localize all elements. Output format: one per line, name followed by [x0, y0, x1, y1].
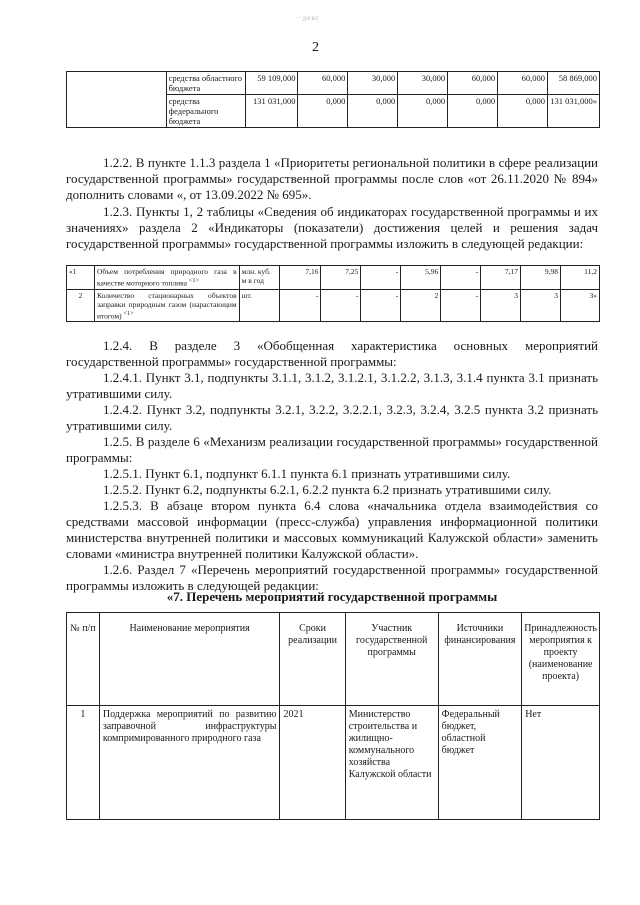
measure-sources: Федеральный бюджет, областной бюджет — [438, 706, 522, 820]
column-header: Участник государственной программы — [345, 613, 438, 706]
value-cell: 131 031,000» — [547, 95, 599, 128]
column-header: Принадлежность мероприятия к проекту (наименование проекта) — [522, 613, 600, 706]
value-cell: 60,000 — [298, 72, 348, 95]
table-header-row — [67, 613, 600, 706]
unit-cell: млн. куб. м в год — [239, 266, 279, 290]
measure-participant: Министерство строительства и жилищно-коммунального хозяйства Калужской области — [345, 706, 438, 820]
value-cell: 30,000 — [348, 72, 398, 95]
paragraph-1-2-6: 1.2.6. Раздел 7 «Перечень мероприятий государственной программы» государственной программы изложить в следующей редакции: — [66, 562, 598, 593]
indicators-table — [66, 265, 600, 322]
column-header: Источники финансирования — [438, 613, 522, 706]
paragraph-1-2-5-2: 1.2.5.2. Пункт 6.2, подпункты 6.2.1, 6.2.2 пункта 6.2 признать утратившими силу. — [103, 482, 552, 497]
value-cell: 9,98 — [521, 266, 561, 290]
source-label: средства федерального бюджета — [166, 95, 246, 128]
paragraph-1-2-3: 1.2.3. Пункты 1, 2 таблицы «Сведения об индикаторах государственной программы и их значениях» раздела 2 «Индикаторы (показатели) достижения целей и решения задач государственной программы» государственной программы изложить в следующей редакции: — [66, 204, 598, 251]
value-cell: 7,17 — [481, 266, 521, 290]
value-cell: 3» — [560, 289, 599, 322]
page-number: 2 — [312, 40, 319, 55]
paragraph-1-2-5: 1.2.5. В разделе 6 «Механизм реализации государственной программы» государственной программы: — [66, 434, 598, 465]
row-number: 1 — [67, 706, 100, 820]
value-cell: 131 031,000 — [246, 95, 298, 128]
value-cell: 0,000 — [448, 95, 498, 128]
table-row — [67, 289, 600, 322]
table-row — [67, 266, 600, 290]
measure-project: Нет — [522, 706, 600, 820]
value-cell: 2 — [401, 289, 441, 322]
value-cell: 30,000 — [398, 72, 448, 95]
paragraph-1-2-5-3: 1.2.5.3. В абзаце втором пункта 6.4 слова «начальника отдела взаимодействия со средствами массовой информации (пресс-служба) управления информационной политики министерства внутренней политики и массовых коммуникаций Калужской области» заменить словами «министра внутренней политики Калужской области». — [66, 498, 598, 561]
unit-cell: шт. — [239, 289, 279, 322]
paragraph-1-2-4: 1.2.4. В разделе 3 «Обобщенная характеристика основных мероприятий государственной программы» государственной программы: — [66, 338, 598, 369]
value-cell: - — [321, 289, 361, 322]
paragraph-1-2-4-1: 1.2.4.1. Пункт 3.1, подпункты 3.1.1, 3.1.2, 3.1.2.1, 3.1.2.2, 3.1.3, 3.1.4 пункта 3.1 признать утратившими силу. — [66, 370, 598, 401]
value-cell: 59 109,000 — [246, 72, 298, 95]
value-cell: 0,000 — [498, 95, 548, 128]
paragraph-1-2-4-2: 1.2.4.2. Пункт 3.2, подпункты 3.2.1, 3.2.2, 3.2.2.1, 3.2.3, 3.2.4, 3.2.5 пункта 3.2 признать утратившими силу. — [66, 402, 598, 433]
value-cell: - — [441, 289, 481, 322]
value-cell: 7,16 — [279, 266, 321, 290]
column-header: Сроки реализации — [280, 613, 345, 706]
value-cell: 11,2 — [560, 266, 599, 290]
value-cell: - — [441, 266, 481, 290]
measure-period: 2021 — [280, 706, 345, 820]
table-row — [67, 72, 600, 95]
measures-table — [66, 612, 600, 820]
value-cell: 58 869,000 — [547, 72, 599, 95]
table-row — [67, 706, 600, 820]
value-cell: 0,000 — [398, 95, 448, 128]
value-cell: 5,96 — [401, 266, 441, 290]
value-cell: 60,000 — [498, 72, 548, 95]
value-cell: - — [279, 289, 321, 322]
indicator-name: Количество стационарных объектов заправки природным газом (нарастающим итогом) $^{<1>}$ — [94, 289, 239, 322]
paragraph-1-2-5-1: 1.2.5.1. Пункт 6.1, подпункт 6.1.1 пункта 6.1 признать утратившими силу. — [103, 466, 511, 481]
value-cell: 0,000 — [298, 95, 348, 128]
value-cell: 0,000 — [348, 95, 398, 128]
scan-mark: ··декс — [296, 14, 320, 22]
value-cell: 3 — [521, 289, 561, 322]
financing-table — [66, 71, 600, 128]
row-number: «1 — [67, 266, 95, 290]
measure-name: Поддержка мероприятий по развитию заправочной инфраструктуры компримированного природного газа — [99, 706, 280, 820]
column-header: № п/п — [67, 613, 100, 706]
row-number: 2 — [67, 289, 95, 322]
paragraph-1-2-2: 1.2.2. В пункте 1.1.3 раздела 1 «Приоритеты региональной политики в сфере реализации государственной программы» государственной программы после слов «от 26.11.2020 № 894» дополнить словами «, от 13.09.2022 № 695». — [66, 155, 598, 202]
value-cell: - — [361, 289, 401, 322]
indicator-name: Объем потребления природного газа в качестве моторного топлива $^{<1>}$ — [94, 266, 239, 290]
value-cell: 60,000 — [448, 72, 498, 95]
source-label: средства областного бюджета — [166, 72, 246, 95]
value-cell: - — [361, 266, 401, 290]
value-cell: 3 — [481, 289, 521, 322]
value-cell: 7,25 — [321, 266, 361, 290]
column-header: Наименование мероприятия — [99, 613, 280, 706]
section-7-heading: «7. Перечень мероприятий государственной программы — [166, 589, 498, 604]
empty-cell — [67, 72, 167, 128]
